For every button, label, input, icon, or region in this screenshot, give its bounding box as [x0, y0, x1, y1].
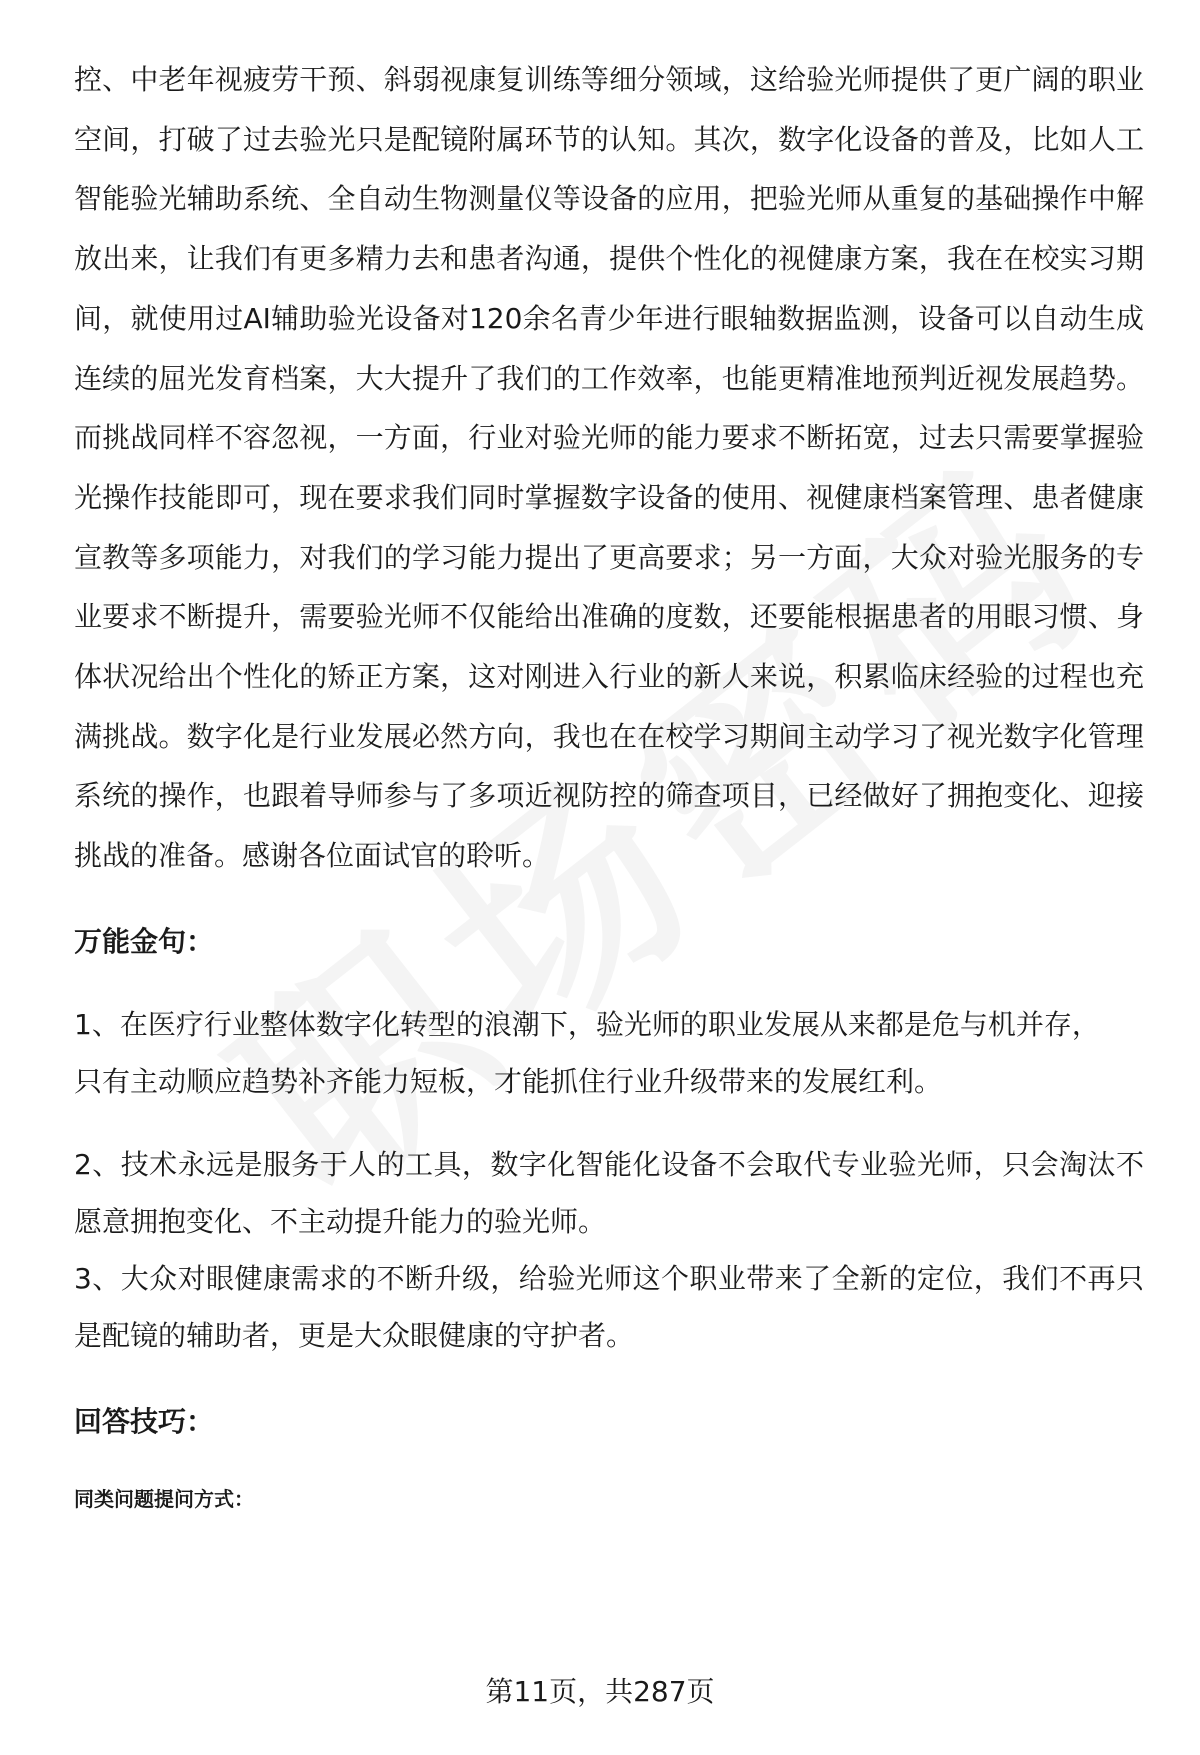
similar-questions-subheading: 同类问题提问方式：: [74, 1486, 254, 1511]
golden-sentence-1: 1、在医疗行业整体数字化转型的浪潮下，验光师的职业发展从来都是危与机并存，只有主动顺应趋势补齐能力短板，才能抓住行业升级带来的发展红利。: [74, 1007, 1100, 1098]
golden-sentence-3: 3、大众对眼健康需求的不断升级，给验光师这个职业带来了全新的定位，我们不再只是配镜的辅助者，更是大众眼健康的守护者。: [74, 1261, 1144, 1352]
body-paragraph: 控、中老年视疲劳干预、斜弱视康复训练等细分领域，这给验光师提供了更广阔的职业空间，打破了过去验光只是配镜附属环节的认知。其次，数字化设备的普及，比如人工智能验光辅助系统、全自动生物测量仪等设备的应用，把验光师从重复的基础操作中解放出来，让我们有更多精力去和患者沟通，提供个性化的视健康方案，我在在校实习期间，就使用过AI辅助验光设备对120余名青少年进行眼轴数据监测，设备可以自动生成连续的屈光发育档案，大大提升了我们的工作效率，也能更精准地预判近视发展趋势。而挑战同样不容忽视，一方面，行业对验光师的能力要求不断拓宽，过去只需要掌握验光操作技能即可，现在要求我们同时掌握数字设备的使用、视健康档案管理、患者健康宣教等多项能力，对我们的学习能力提出了更高要求；另一方面，大众对验光服务的专业要求不断提升，需要验光师不仅能给出准确的度数，还要能根据患者的用眼习惯、身体状况给出个性化的矫正方案，这对刚进入行业的新人来说，积累临床经验的过程也充满挑战。数字化是行业发展必然方向，我也在在校学习期间主动学习了视光数字化管理系统的操作，也跟着导师参与了多项近视防控的筛查项目，已经做好了拥抱变化、迎接挑战的准备。感谢各位面试官的聆听。: [74, 63, 1144, 873]
answer-tips-heading: 回答技巧：: [74, 1404, 215, 1438]
page-number: 第11页，共287页: [485, 1675, 715, 1708]
golden-sentences-heading: 万能金句：: [74, 924, 215, 958]
golden-sentence-2: 2、技术永远是服务于人的工具，数字化智能化设备不会取代专业验光师，只会淘汰不愿意拥抱变化、不主动提升能力的验光师。: [74, 1147, 1144, 1238]
document-content: [74, 50, 1144, 1514]
